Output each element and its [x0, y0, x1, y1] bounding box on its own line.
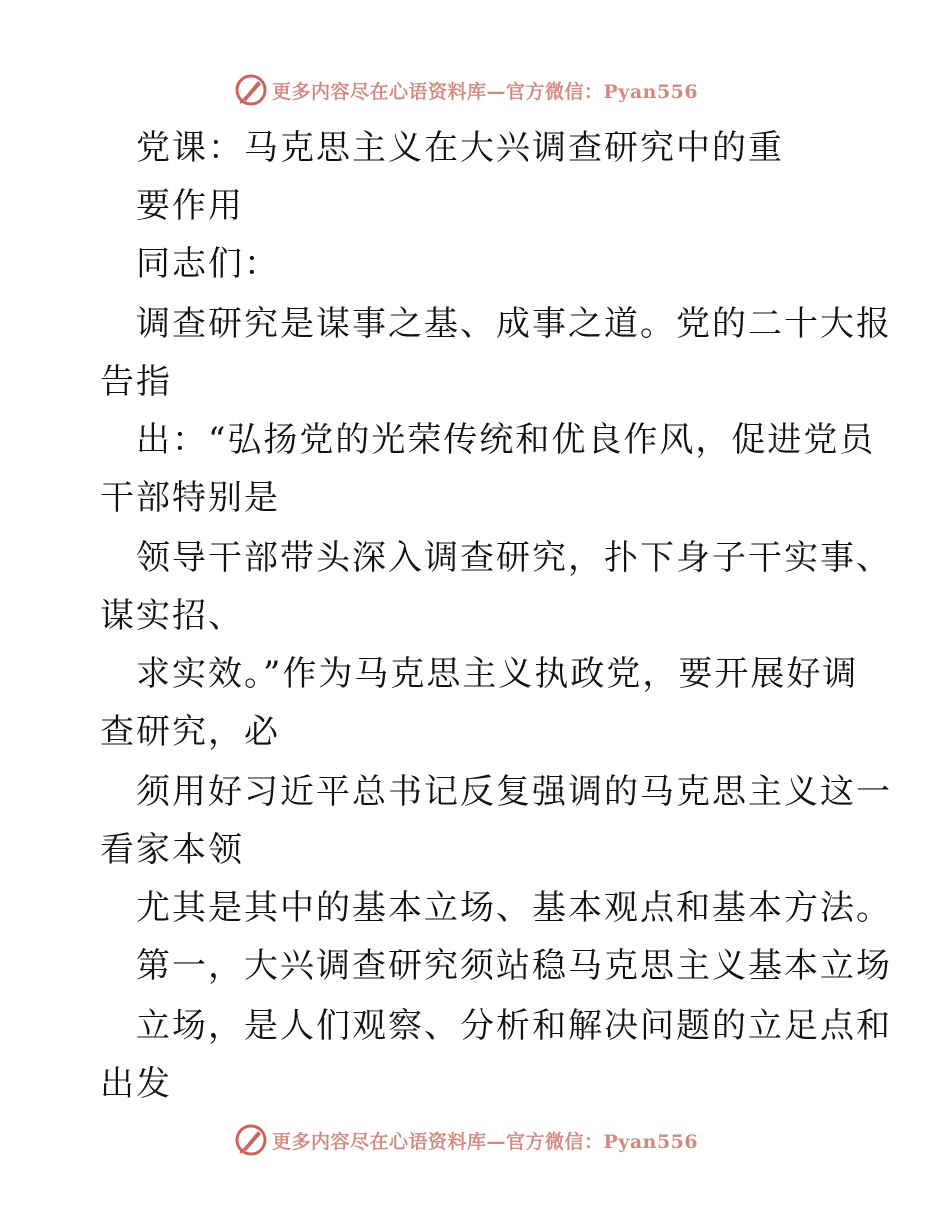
paragraph-line: 告指 [100, 362, 172, 402]
paragraph-line: 出发 [100, 1064, 172, 1104]
paragraph-line: 须用好习近平总书记反复强调的马克思主义这一 [136, 772, 892, 812]
paragraph-line: 干部特别是 [100, 478, 280, 518]
paragraph-line: 看家本领 [100, 830, 244, 870]
title-line-1: 党课：马克思主义在大兴调查研究中的重 [136, 128, 784, 168]
header-banner-text: 更多内容尽在心语资料库—官方微信：Pyan556 [272, 80, 699, 103]
section-heading: 第一，大兴调查研究须站稳马克思主义基本立场 [136, 946, 892, 986]
salutation: 同志们： [136, 244, 280, 284]
footer-banner [234, 1122, 698, 1158]
paragraph-line: 求实效。”作为马克思主义执政党，要开展好调 [136, 654, 859, 694]
paragraph-line: 查研究，必 [100, 712, 280, 752]
paragraph-line: 出：“弘扬党的光荣传统和优良作风，促进党员 [136, 420, 876, 460]
paragraph-line: 谋实招、 [100, 596, 244, 636]
quill-pen-circle-icon [234, 1123, 268, 1157]
paragraph-line: 领导干部带头深入调查研究，扑下身子干实事、 [136, 538, 892, 578]
paragraph-line: 调查研究是谋事之基、成事之道。党的二十大报 [136, 304, 892, 344]
paragraph-line: 尤其是其中的基本立场、基本观点和基本方法。 [136, 888, 892, 928]
header-banner [234, 72, 698, 108]
title-line-2: 要作用 [136, 186, 244, 226]
quill-pen-circle-icon [234, 73, 268, 107]
footer-banner-text: 更多内容尽在心语资料库—官方微信：Pyan556 [272, 1130, 699, 1153]
paragraph-line: 立场，是人们观察、分析和解决问题的立足点和 [136, 1006, 892, 1046]
